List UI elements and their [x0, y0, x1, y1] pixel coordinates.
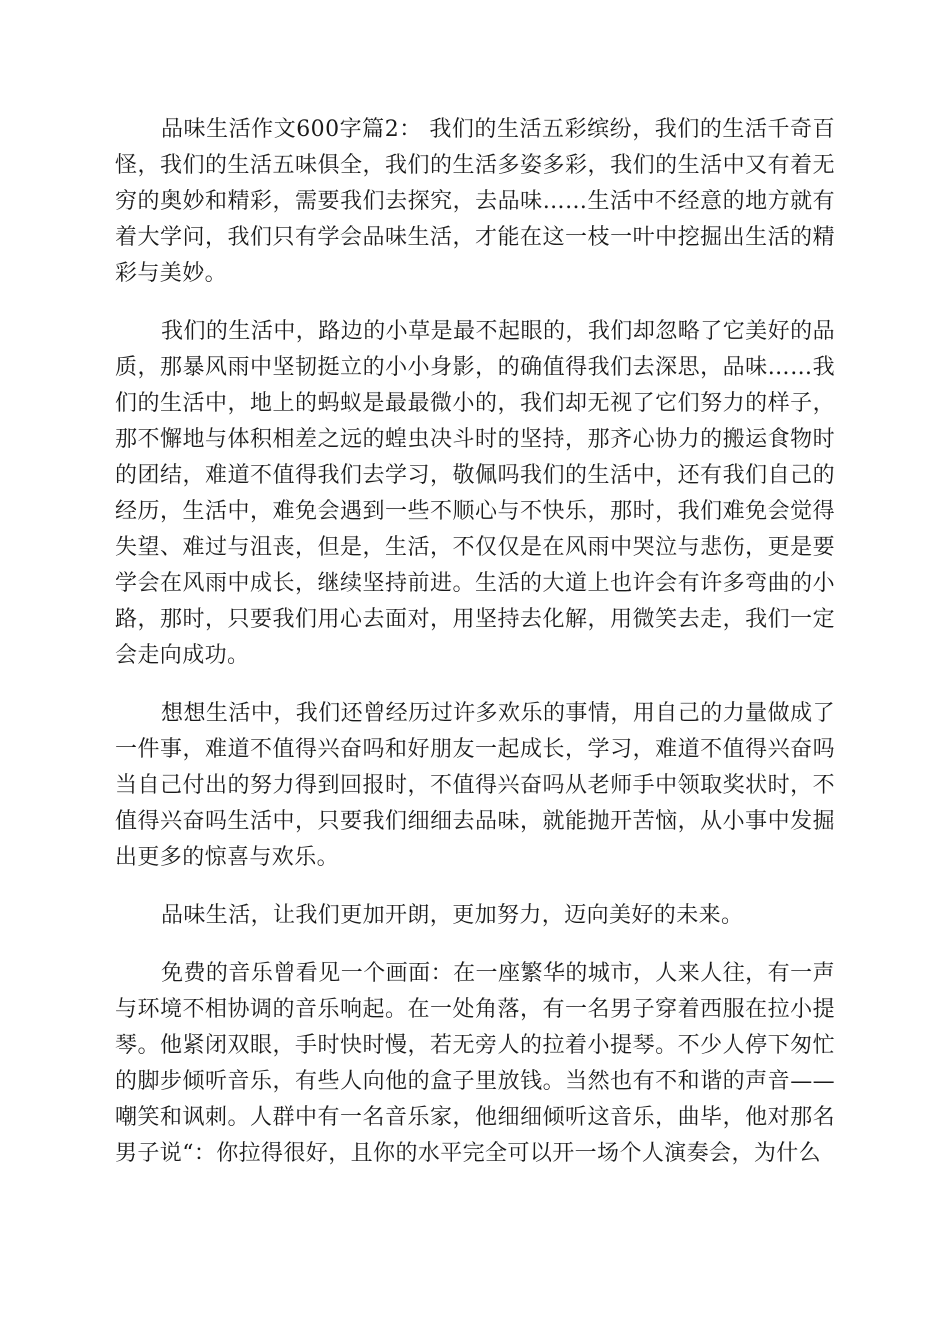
paragraph-4: 品味生活，让我们更加开朗，更加努力，迈向美好的未来。: [161, 903, 744, 928]
paragraph-3: 想想生活中，我们还曾经历过许多欢乐的事情，用自己的力量做成了一件事，难道不值得兴奋吗和好朋友一起成长，学习，难道不值得兴奋吗当自己付出的努力得到回报时，不值得兴奋吗从老师手中领取奖状时，不值得兴奋吗生活中，只要我们细细去品味，就能抛开苦恼，从小事中发掘出更多的惊喜与欢乐。: [115, 701, 835, 870]
paragraph-1: 品味生活作文600字篇2： 我们的生活五彩缤纷，我们的生活千奇百怪，我们的生活五味俱全，我们的生活多姿多彩，我们的生活中又有着无穷的奥妙和精彩，需要我们去探究，去品味……生活中不经意的地方就有着大学问，我们只有学会品味生活，才能在这一枝一叶中挖掘出生活的精彩与美妙。: [115, 117, 835, 286]
paragraph-2: 我们的生活中，路边的小草是最不起眼的，我们却忽略了它美好的品质，那暴风雨中坚韧挺立的小小身影，的确值得我们去深思，品味……我们的生活中，地上的蚂蚁是最最微小的，我们却无视了它们努力的样子，那不懈地与体积相差之远的蝗虫决斗时的坚持，那齐心协力的搬运食物时的团结，难道不值得我们去学习，敬佩吗我们的生活中，还有我们自己的经历，生活中，难免会遇到一些不顺心与不快乐，那时，我们难免会觉得失望、难过与沮丧，但是，生活，不仅仅是在风雨中哭泣与悲伤，更是要学会在风雨中成长，继续坚持前进。生活的大道上也许会有许多弯曲的小路，那时，只要我们用心去面对，用坚持去化解，用微笑去走，我们一定会走向成功。: [115, 319, 835, 668]
paragraph-5: 免费的音乐曾看见一个画面：在一座繁华的城市，人来人往，有一声与环境不相协调的音乐响起。在一处角落，有一名男子穿着西服在拉小提琴。他紧闭双眼，手时快时慢，若无旁人的拉着小提琴。不少人停下匆忙的脚步倾听音乐，有些人向他的盒子里放钱。当然也有不和谐的声音——嘲笑和讽刺。人群中有一名音乐家，他细细倾听这音乐，曲毕，他对那名男子说“：你拉得很好，且你的水平完全可以开一场个人演奏会，为什么: [115, 961, 835, 1166]
document-body: [115, 112, 835, 1172]
